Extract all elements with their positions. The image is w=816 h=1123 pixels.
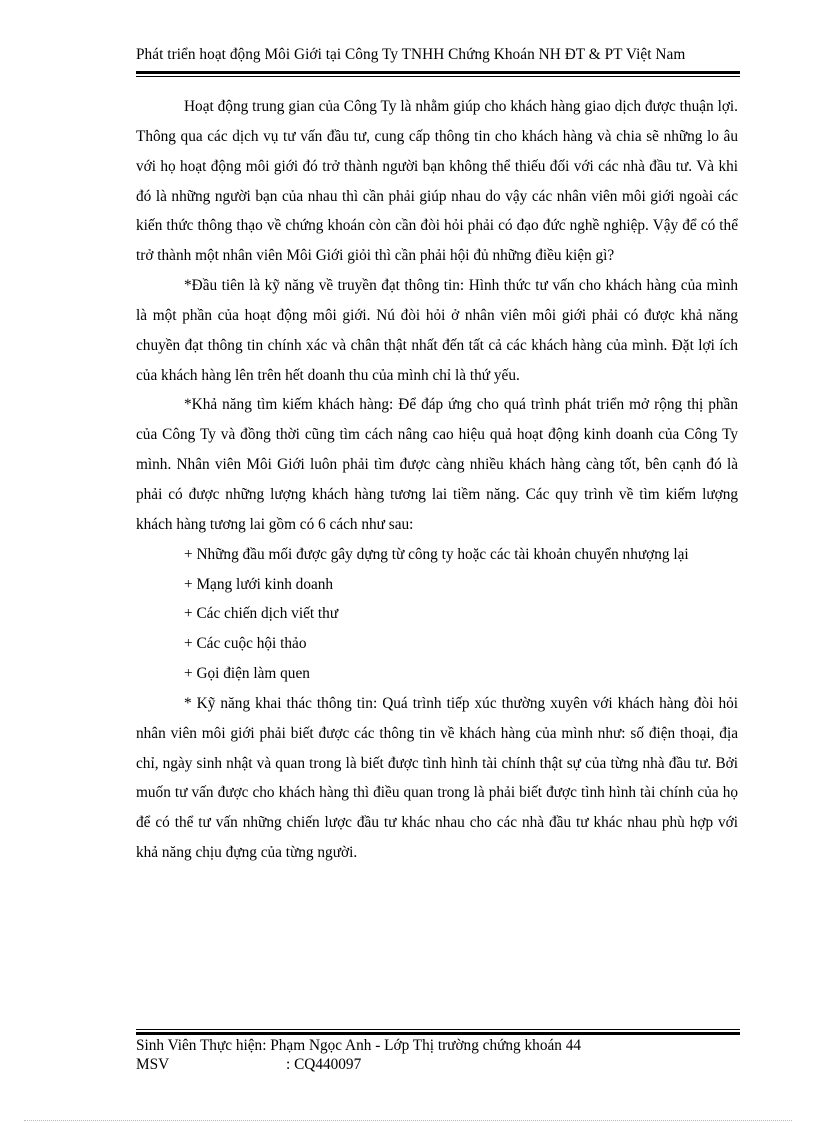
list-item: + Các chiến dịch viết thư xyxy=(184,605,339,623)
paragraph: * Kỹ năng khai thác thông tin: Quá trình tiếp xúc thường xuyên với khách hàng đòi hỏi nhân viên môi giới phải biết được các thông tin về khách hàng của mình như: số điện thoại, địa chỉ, ngày sinh nhật và quan trong là biết được tình hình tài chính thật sự của từng nhà đầu tư. Bởi muốn tư vấn được cho khách hàng thì điều quan trong là phải biết được tình hình tài chính của họ để có thể tư vấn những chiến lược đầu tư khác nhau cho các nhà đầu tư khác nhau phù hợp với khả năng chịu đựng của từng người. xyxy=(136,694,738,862)
document-body xyxy=(136,92,738,868)
paragraph: *Đầu tiên là kỹ năng về truyền đạt thông tin: Hình thức tư vấn cho khách hàng của mình là một phần của hoạt động môi giới. Nú đòi hỏi ở nhân viên môi giới phải có được khả năng chuyền đạt thông tin chính xác và chân thật nhất đến tất cả các khách hàng của mình. Đặt lợi ích của khách hàng lên trên hết doanh thu của mình chỉ là thứ yếu. xyxy=(136,277,738,384)
footer-rule-thick xyxy=(136,1032,740,1035)
list-item: + Gọi điện làm quen xyxy=(184,665,310,683)
list-item: + Mạng lưới kinh doanh xyxy=(184,575,334,593)
list-item: + Các cuộc hội thảo xyxy=(184,635,307,653)
footer-student-line: Sinh Viên Thực hiện: Phạm Ngọc Anh - Lớp Thị trường chứng khoán 44 xyxy=(136,1037,582,1054)
footer-msv-label: MSV xyxy=(136,1056,170,1073)
paragraph: *Khả năng tìm kiếm khách hàng: Để đáp ứng cho quá trình phát triển mở rộng thị phần của Công Ty và đồng thời cũng tìm cách nâng cao hiệu quả hoạt động kinh doanh của Công Ty mình. Nhân viên Môi Giới luôn phải tìm được càng nhiều khách hàng càng tốt, bên cạnh đó là phải có được những lượng khách hàng tương lai tiềm năng. Các quy trình về tìm kiếm lượng khách hàng tương lai gồm có 6 cách như sau: xyxy=(136,396,738,533)
footer-msv-value: : CQ440097 xyxy=(286,1056,362,1073)
header-rule-thin xyxy=(136,76,740,77)
header-rule-thick xyxy=(136,71,740,74)
list-item: + Những đầu mối được gây dựng từ công ty hoặc các tài khoản chuyển nhượng lại xyxy=(184,545,689,563)
footer-rule-thin xyxy=(136,1029,740,1030)
page-footer xyxy=(136,1036,740,1074)
page-header: Phát triển hoạt động Môi Giới tại Công Ty TNHH Chứng Khoán NH ĐT & PT Việt Nam xyxy=(136,46,686,63)
paragraph: Hoạt động trung gian của Công Ty là nhằm giúp cho khách hàng giao dịch được thuận lợi. Thông qua các dịch vụ tư vấn đầu tư, cung cấp thông tin cho khách hàng và chia sẽ những lo âu với họ hoạt động môi giới đó trở thành người bạn không thể thiếu đối với các nhà đầu tư. Và khi đó là những người bạn của nhau thì cần phải giúp nhau do vậy các nhân viên môi giới ngoài các kiến thức thông thạo về chứng khoán còn cần đòi hỏi phải có đạo đức nghề nghiệp. Vậy để có thể trở thành một nhân viên Môi Giới giỏi thì cần phải hội đủ những điều kiện gì? xyxy=(136,98,738,265)
footer-msv-line xyxy=(136,1055,740,1074)
page-edge xyxy=(24,1120,792,1121)
